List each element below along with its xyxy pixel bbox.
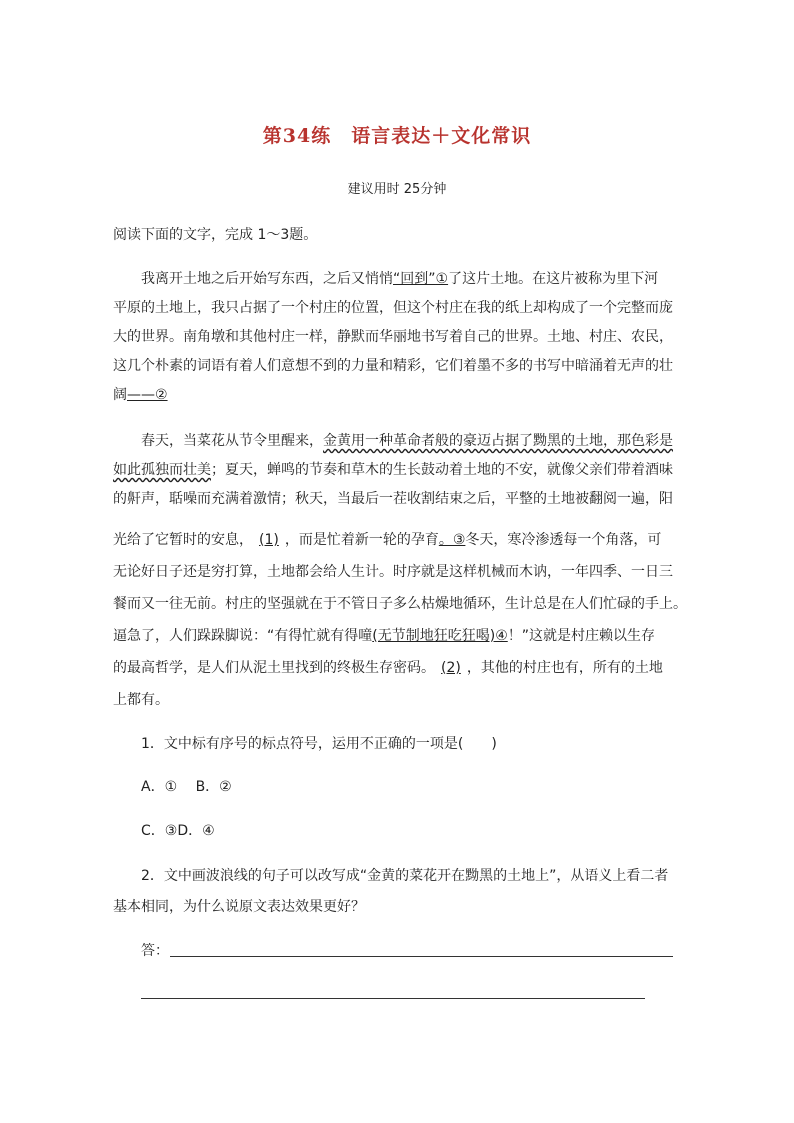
answer-label: 答： [141, 943, 169, 959]
p1-line-3: 大的世界。南角墩和其他村庄一样，静默而华丽地书写着自己的世界。土地、村庄、农民， [113, 329, 673, 345]
question-2-stem-line-2: 基本相同，为什么说原文表达效果更好？ [113, 899, 365, 915]
marked-quote-1: “回到” [393, 271, 436, 287]
p1-line-5: 阔——② [113, 387, 168, 403]
p2-line-4: 光给了它暂时的安息， (1) ，而是忙着新一轮的孕育。③冬天，寒冷渗透每一个角落，可 [113, 532, 662, 548]
question-1-options-cd: C．③D．④ [141, 823, 215, 839]
p2-line-2: 如此孤独而壮美；夏天，蝉鸣的节奏和草木的生长鼓动着土地的不安，就像父亲们带着酒味 [113, 462, 673, 478]
wavy-sentence-end: 如此孤独而壮美 [113, 462, 211, 478]
p2-line-3: 的鼾声，聒噪而充满着激情；秋天，当最后一茬收割结束之后，平整的土地被翻阅一遍，阳 [113, 491, 673, 507]
mark-3: 。③ [438, 532, 466, 548]
p1-line-4: 这几个朴素的词语有着人们意想不到的力量和精彩，它们着墨不多的书写中暗涌着无声的壮 [113, 358, 673, 374]
p1-line-2: 平原的土地上，我只占据了一个村庄的位置，但这个村庄在我的纸上却构成了一个完整而庞 [113, 300, 673, 316]
page-title: 第34练 语言表达＋文化常识 [262, 125, 532, 147]
wavy-sentence: 金黄用一种革命者般的豪迈占据了黝黑的土地，那色彩是 [323, 433, 673, 449]
time-suggestion: 建议用时 25分钟 [347, 182, 447, 197]
reading-instruction: 阅读下面的文字，完成 1～3题。 [113, 227, 318, 243]
blank-1: (1) [259, 532, 279, 548]
mark-1: ① [435, 271, 449, 287]
mark-2: ——② [127, 387, 168, 403]
question-1-stem: 1．文中标有序号的标点符号，运用不正确的一项是( ) [141, 736, 497, 752]
answer-line-1[interactable] [170, 956, 673, 957]
answer-line-2[interactable] [141, 998, 645, 999]
p2-line-1: 春天，当菜花从节令里醒来，金黄用一种革命者般的豪迈占据了黝黑的土地，那色彩是 [141, 433, 673, 449]
p2-line-6: 餐而又一往无前。村庄的坚强就在于不管日子多么枯燥地循环，生计总是在人们忙碌的手上。 [113, 596, 687, 612]
question-1-options-ab: A．① B．② [141, 779, 232, 795]
p2-line-9: 上都有。 [113, 692, 169, 708]
p2-line-7: 逼急了，人们跺跺脚说：“有得忙就有得噇(无节制地狂吃狂喝)④！”这就是村庄赖以生存 [113, 628, 656, 644]
blank-2: (2) [441, 660, 461, 676]
question-2-stem-line-1: 2．文中画波浪线的句子可以改写成“金黄的菜花开在黝黑的土地上”，从语义上看二者 [141, 868, 669, 884]
p1-line-1: 我离开土地之后开始写东西，之后又悄悄“回到”①了这片土地。在这片被称为里下河 [141, 271, 659, 287]
p2-line-5: 无论好日子还是穷打算，土地都会给人生计。时序就是这样机械而木讷，一年四季、一日三 [113, 564, 673, 580]
p2-line-8: 的最高哲学，是人们从泥土里找到的终极生存密码。 (2) ，其他的村庄也有，所有的土地 [113, 660, 663, 676]
mark-4: (无节制地狂吃狂喝)④ [372, 628, 508, 644]
